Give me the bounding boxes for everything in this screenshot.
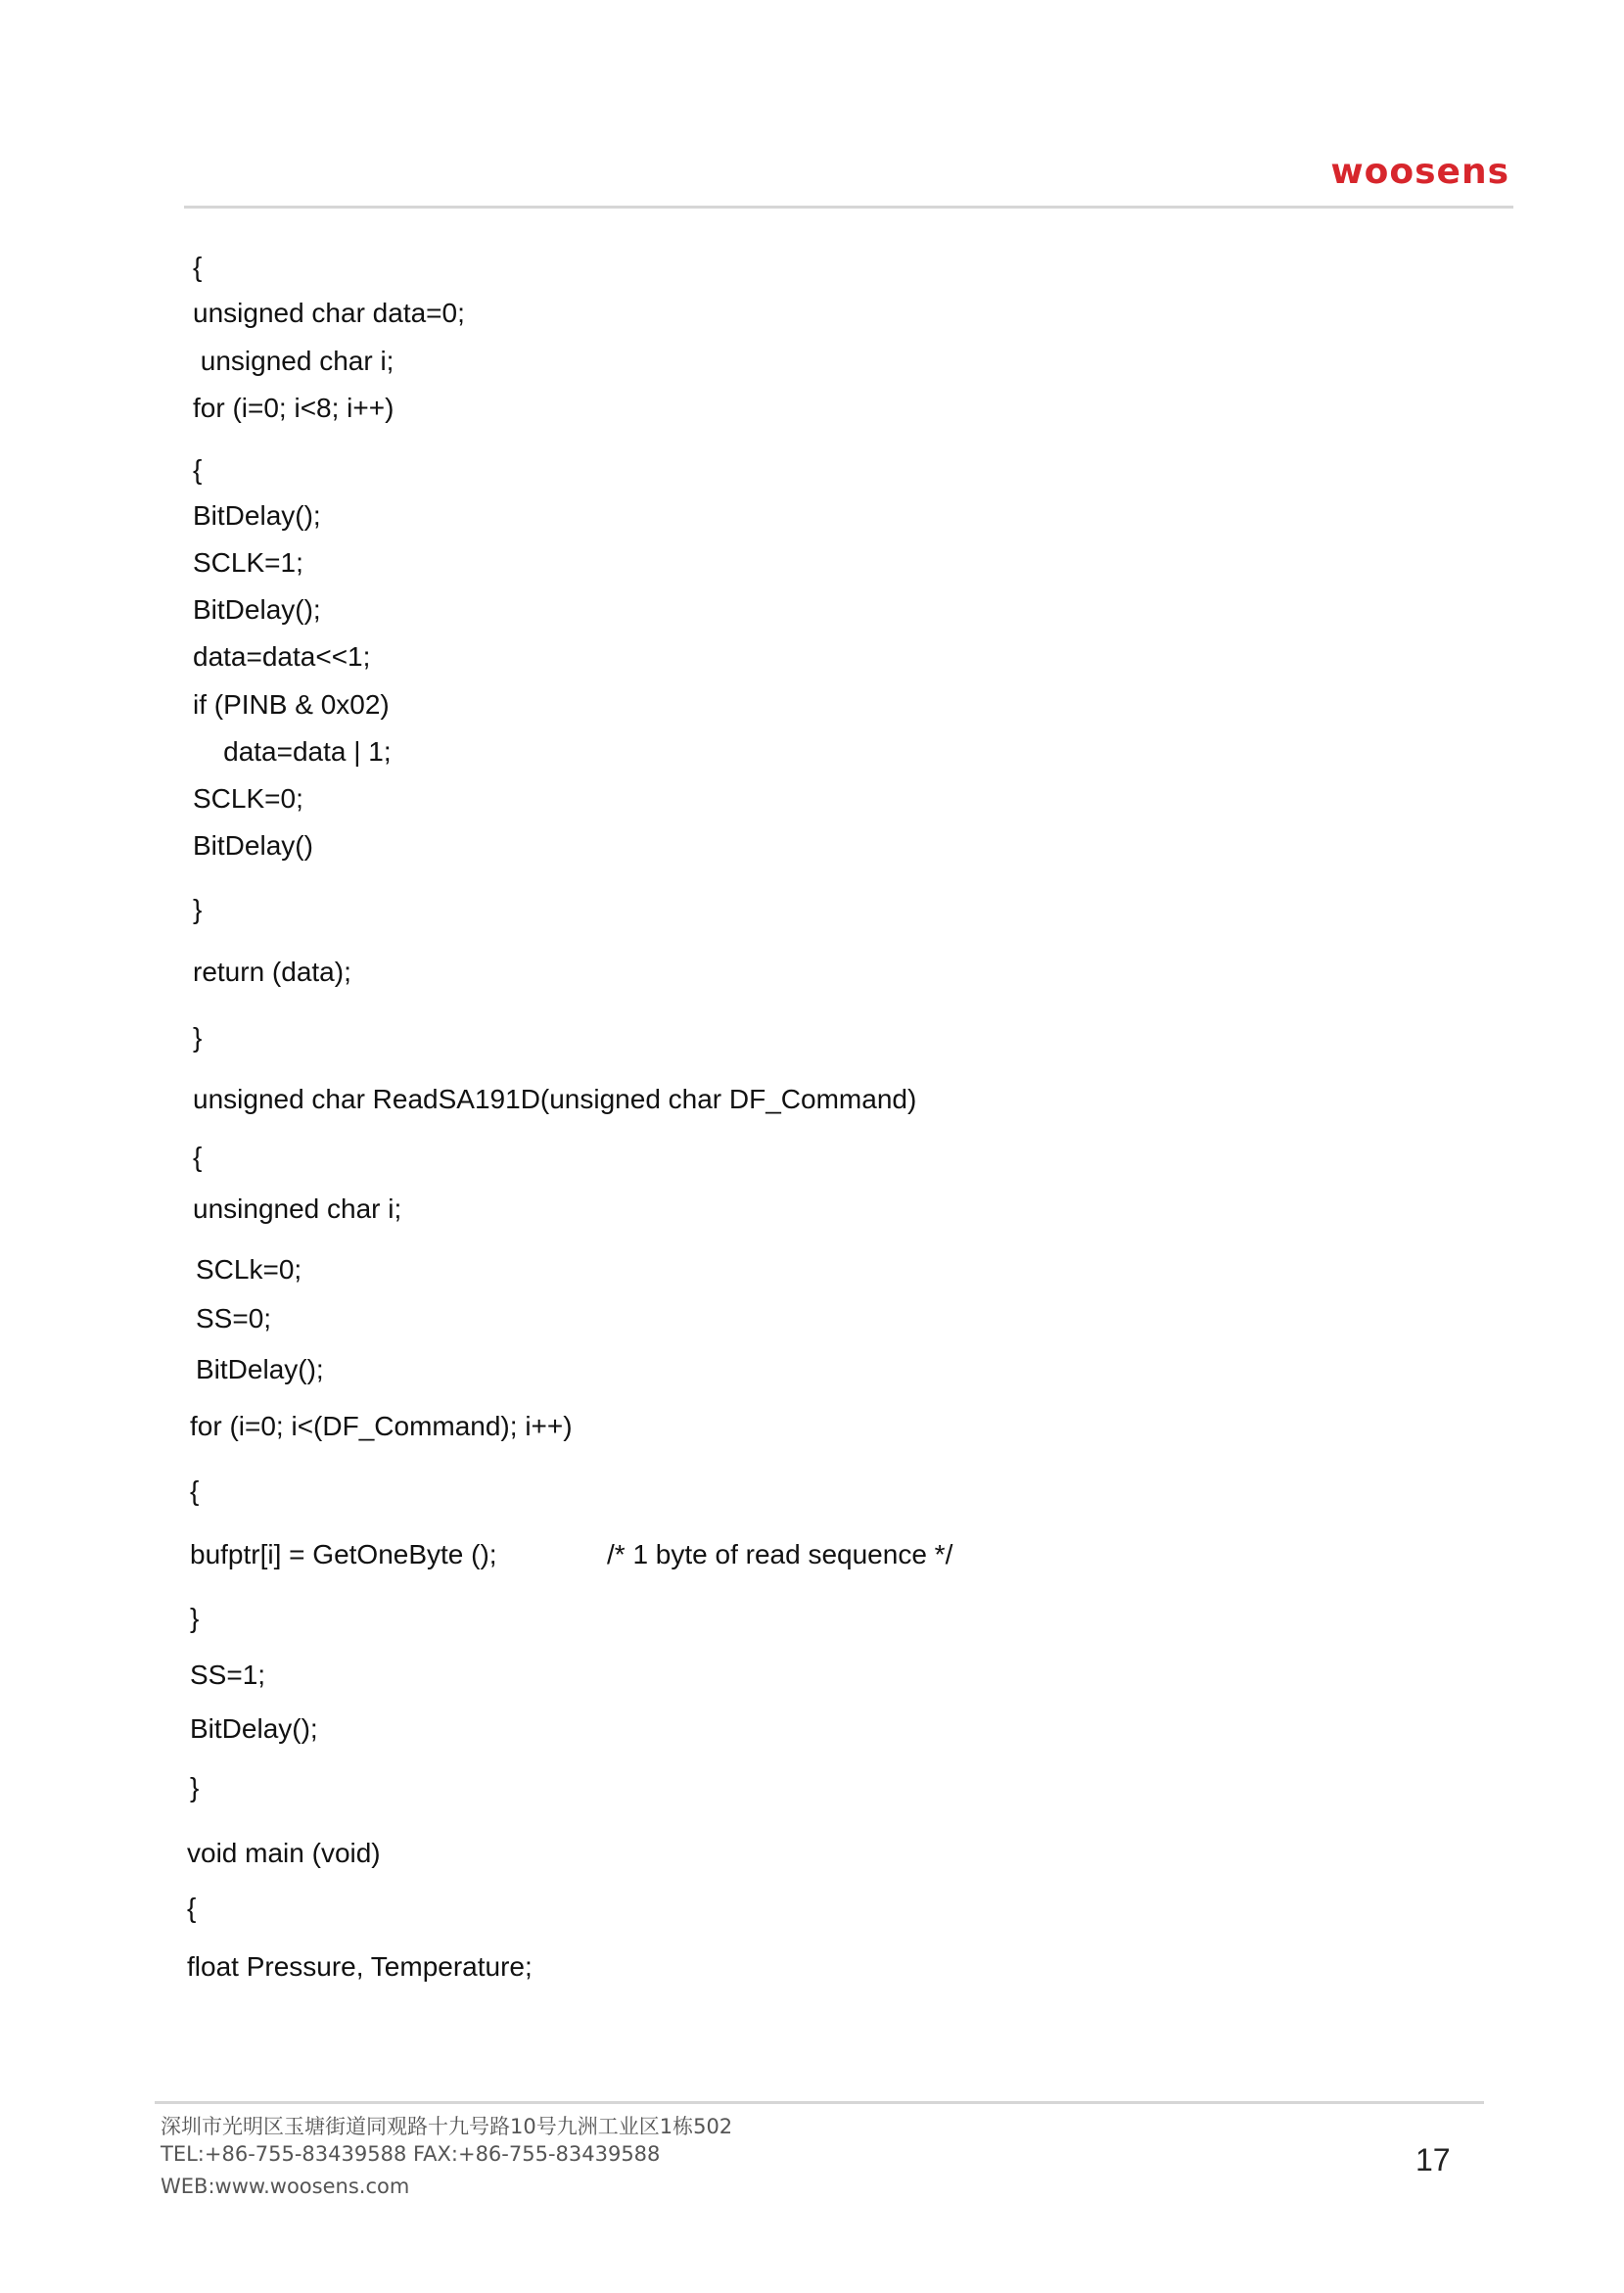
code-line: }	[190, 1772, 200, 1802]
code-comment: /* 1 byte of read sequence */	[607, 1539, 953, 1569]
footer-address: 深圳市光明区玉塘街道同观路十九号路10号九洲工业区1栋502	[161, 2115, 733, 2138]
code-line: BitDelay()	[193, 830, 313, 861]
code-line: {	[193, 1142, 203, 1172]
code-line: if (PINB & 0x02)	[193, 689, 390, 720]
code-line: return (data);	[193, 957, 351, 987]
code-line: SCLk=0;	[196, 1254, 302, 1285]
footer-tel-fax: TEL:+86-755-83439588 FAX:+86-755-83439588	[161, 2142, 661, 2166]
code-line: BitDelay();	[196, 1354, 324, 1384]
code-line: unsigned char ReadSA191D(unsigned char DF_Command)	[193, 1084, 917, 1114]
code-line: unsingned char i;	[193, 1193, 402, 1224]
code-line: for (i=0; i<8; i++)	[193, 393, 394, 423]
code-line: {	[193, 454, 203, 485]
code-line: BitDelay();	[193, 594, 321, 625]
code-line: for (i=0; i<(DF_Command); i++)	[190, 1411, 573, 1441]
code-line: {	[187, 1893, 197, 1923]
page-number: 17	[1415, 2142, 1451, 2177]
footer-web: WEB:www.woosens.com	[161, 2175, 410, 2198]
code-line: SCLK=1;	[193, 547, 303, 578]
code-line: BitDelay();	[193, 500, 321, 531]
code-line: SS=0;	[196, 1303, 272, 1334]
code-line: data=data<<1;	[193, 641, 371, 672]
code-line: }	[193, 1022, 203, 1053]
code-line: unsigned char data=0;	[193, 298, 465, 328]
code-line: BitDelay();	[190, 1713, 318, 1744]
code-line: }	[190, 1603, 200, 1633]
code-line: }	[193, 894, 203, 924]
code-line: void main (void)	[187, 1838, 381, 1868]
code-line: bufptr[i] = GetOneByte ();	[190, 1539, 497, 1569]
code-line: data=data | 1;	[193, 736, 392, 767]
code-line: unsigned char i;	[193, 346, 394, 376]
code-line: {	[190, 1475, 200, 1506]
code-line: SS=1;	[190, 1660, 266, 1690]
code-line: SCLK=0;	[193, 783, 303, 814]
footer-divider	[155, 2101, 1484, 2104]
woosens-logo: woosens	[1330, 152, 1509, 192]
code-line: {	[193, 252, 203, 282]
code-line: float Pressure, Temperature;	[187, 1951, 533, 1982]
header-divider	[184, 206, 1513, 209]
